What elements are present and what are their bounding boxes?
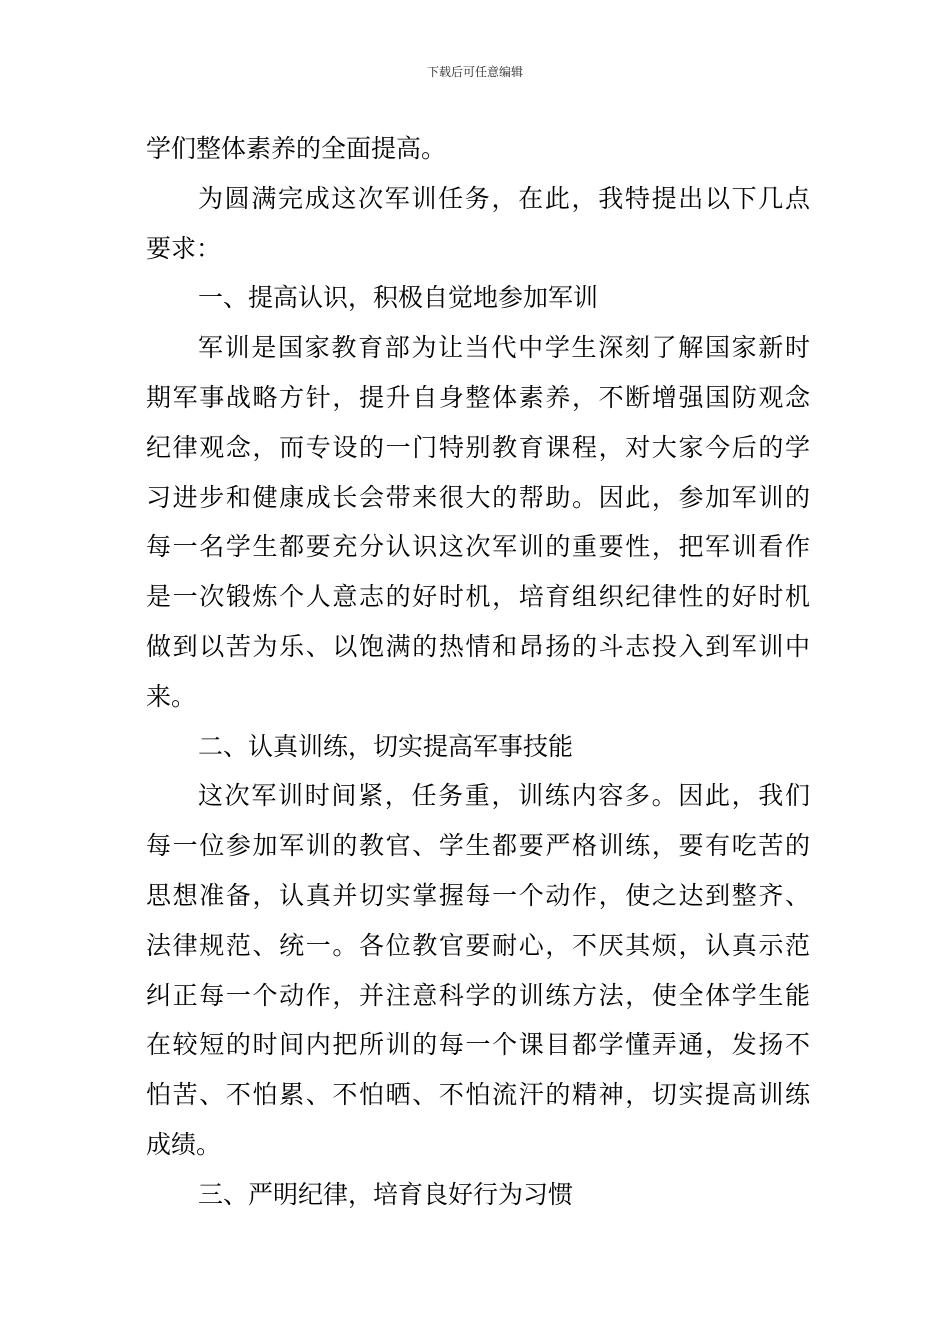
- text-line: 纠正每一个动作，并注意科学的训练方法，使全体学生能: [146, 980, 810, 1010]
- text-line: 每一名学生都要充分认识这次军训的重要性，把军训看作: [146, 532, 810, 562]
- section-heading: 三、严明纪律，培育良好行为习惯: [198, 1179, 574, 1209]
- text-line: 要求：: [146, 233, 222, 263]
- paragraph-first-line: 这次军训时间紧，任务重，训练内容多。因此，我们: [198, 781, 810, 811]
- text-line: 每一位参加军训的教官、学生都要严格训练，要有吃苦的: [146, 831, 810, 861]
- text-line: 是一次锻炼个人意志的好时机，培育组织纪律性的好时机: [146, 582, 810, 612]
- page-header: 下载后可任意编辑: [426, 65, 523, 79]
- text-line: 做到以苦为乐、以饱满的热情和昂扬的斗志投入到军训中: [146, 631, 810, 661]
- paragraph-first-line: 为圆满完成这次军训任务，在此，我特提出以下几点: [198, 183, 810, 213]
- text-line: 思想准备，认真并切实掌握每一个动作，使之达到整齐、: [146, 880, 810, 910]
- document-body: [146, 124, 810, 1220]
- section-heading: 一、提高认识，积极自觉地参加军训: [198, 283, 599, 313]
- text-line: 在较短的时间内把所训的每一个课目都学懂弄通，发扬不: [146, 1030, 810, 1060]
- text-line: 纪律观念，而专设的一门特别教育课程，对大家今后的学: [146, 432, 810, 462]
- text-line: 法律规范、统一。各位教官要耐心，不厌其烦，认真示范: [146, 930, 810, 960]
- section-heading: 二、认真训练，切实提高军事技能: [198, 731, 574, 761]
- text-line: 成绩。: [146, 1129, 222, 1159]
- text-line: 怕苦、不怕累、不怕晒、不怕流汗的精神，切实提高训练: [146, 1080, 810, 1110]
- text-line: 习进步和健康成长会带来很大的帮助。因此，参加军训的: [146, 482, 810, 512]
- paragraph-first-line: 军训是国家教育部为让当代中学生深刻了解国家新时: [198, 333, 810, 363]
- text-line: 期军事战略方针，提升自身整体素养，不断增强国防观念: [146, 382, 810, 412]
- text-line: 来。: [146, 681, 197, 711]
- text-line: 学们整体素养的全面提高。: [146, 134, 447, 163]
